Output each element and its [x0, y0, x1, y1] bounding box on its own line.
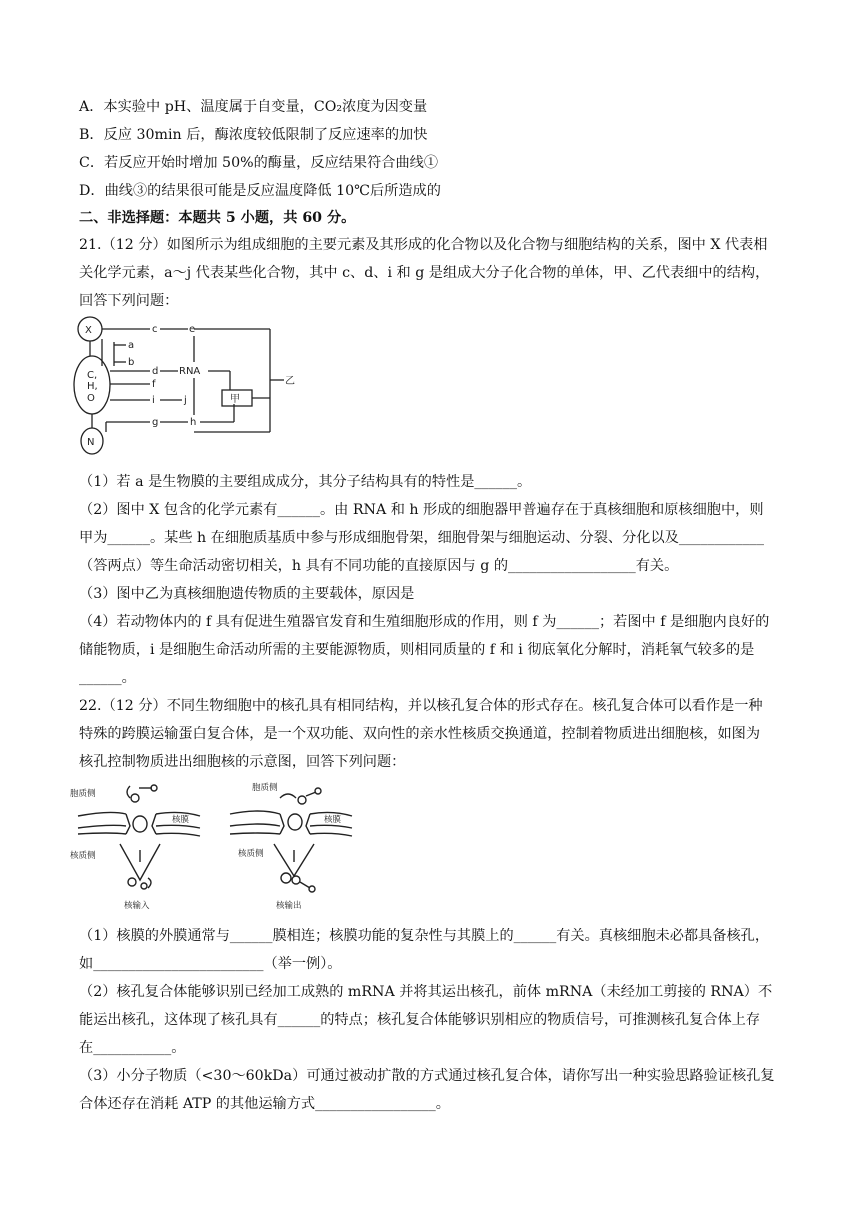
label-membrane-left: 核膜	[172, 815, 190, 825]
label-rna: RNA	[179, 366, 201, 377]
q22-part1-line2: 如________________________（举一例）。	[79, 956, 342, 972]
membrane-left-outer	[78, 812, 126, 828]
label-membrane-right: 核膜	[324, 815, 342, 825]
q21-part4-line2: 储能物质，i 是细胞生命活动所需的主要能源物质，则相同质量的 f 和 i 彻底氧化分解时，消耗氧气较多的是	[79, 642, 755, 658]
q22-stem-line2: 特殊的跨膜运输蛋白复合体，是一个双功能、双向性的亲水性核质交换通道，控制着物质进出细胞核，如图为	[79, 726, 761, 742]
label-f: f	[152, 379, 156, 390]
label-export: 核输出	[276, 901, 302, 911]
q21-diagram	[70, 312, 310, 462]
label-cyto-left: 胞质侧	[70, 789, 96, 799]
q21-part1: （1）若 a 是生物膜的主要组成成分，其分子结构具有的特性是______。	[79, 474, 532, 490]
q21-part4-line3: ______。	[79, 670, 136, 686]
q22-diagram	[70, 770, 360, 920]
option-c: C．若反应开始时增加 50%的酶量，反应结果符合曲线①	[79, 155, 439, 171]
q22-part2-line2: 能运出核孔，这体现了核孔具有______的特点；核孔复合体能够识别相应的物质信号，可推测核孔复合体上存	[79, 1012, 761, 1028]
label-e: e	[189, 324, 196, 335]
option-d: D．曲线③的结果很可能是反应温度降低 10℃后所造成的	[79, 183, 441, 199]
label-a: a	[128, 340, 135, 351]
label-h: h	[190, 417, 197, 428]
membrane-right	[230, 811, 280, 826]
q21-part3: （3）图中乙为真核细胞遗传物质的主要载体，原因是	[79, 586, 415, 602]
q21-stem-line2: 关化学元素，a～j 代表某些化合物，其中 c、d、i 和 g 是组成大分子化合物的单体，甲、乙代表细中的结构，	[79, 265, 770, 281]
label-i: i	[152, 395, 155, 406]
q21-stem-line1: 21.（12 分）如图所示为组成细胞的主要元素及其形成的化合物以及化合物与细胞结构的关系，图中 X 代表相	[79, 237, 768, 253]
q22-part1-line1: （1）核膜的外膜通常与______膜相连；核膜功能的复杂性与其膜上的______有关。真核细胞未必都具备核孔，	[79, 928, 770, 944]
label-nucleo-left: 核质侧	[70, 851, 96, 861]
label-import: 核输入	[124, 901, 150, 911]
label-cyto-right: 胞质侧	[252, 783, 278, 793]
label-d: d	[152, 366, 159, 377]
section-heading: 二、非选择题：本题共 5 小题，共 60 分。	[79, 210, 356, 226]
q21-part2-line3: （答两点）等生命活动密切相关，h 具有不同功能的直接原因与 g 的__________________有关。	[79, 558, 679, 574]
q22-part3-line1: （3）小分子物质（<30～60kDa）可通过被动扩散的方式通过核孔复合体，请你写出一种实验思路验证核孔复	[79, 1068, 775, 1084]
q21-part2-line1: （2）图中 X 包含的化学元素有______。由 RNA 和 h 形成的细胞器甲普遍存在于真核细胞和原核细胞中，则	[79, 502, 764, 518]
label-nucleo-right: 核质侧	[238, 849, 264, 859]
label-cho-h: H,	[87, 381, 98, 392]
label-jia: 甲	[230, 394, 240, 405]
label-j: j	[184, 395, 187, 406]
label-n: N	[87, 437, 95, 448]
q21-part2-line2: 甲为______。某些 h 在细胞质基质中参与形成细胞骨架，细胞骨架与细胞运动、分裂、分化以及____________	[79, 530, 764, 546]
label-g: g	[152, 417, 159, 428]
label-c: c	[152, 324, 158, 335]
label-cho-c: C,	[87, 370, 98, 381]
label-x: X	[85, 325, 92, 336]
q21-stem-line3: 回答下列问题：	[79, 293, 179, 309]
label-b: b	[128, 357, 135, 368]
option-a: A．本实验中 pH、温度属于自变量，CO₂浓度为因变量	[79, 99, 428, 115]
label-yi: 乙	[285, 376, 295, 387]
q22-part2-line3: 在___________。	[79, 1040, 186, 1056]
q22-part3-line2: 合体还存在消耗 ATP 的其他运输方式_________________。	[79, 1096, 450, 1112]
option-b: B．反应 30min 后，酶浓度较低限制了反应速率的加快	[79, 127, 428, 143]
q21-part4-line1: （4）若动物体内的 f 具有促进生殖器官发育和生殖细胞形成的作用，则 f 为______；若图中 f 是细胞内良好的	[79, 614, 770, 630]
label-cho-o: O	[87, 393, 95, 404]
q22-stem-line1: 22.（12 分）不同生物细胞中的核孔具有相同结构，并以核孔复合体的形式存在。核孔复合体可以看作是一种	[79, 698, 763, 714]
q22-part2-line1: （2）核孔复合体能够识别已经加工成熟的 mRNA 并将其运出核孔，前体 mRNA（未经加工剪接的 RNA）不	[79, 984, 773, 1000]
q22-stem-line3: 核孔控制物质进出细胞核的示意图，回答下列问题：	[79, 754, 406, 770]
